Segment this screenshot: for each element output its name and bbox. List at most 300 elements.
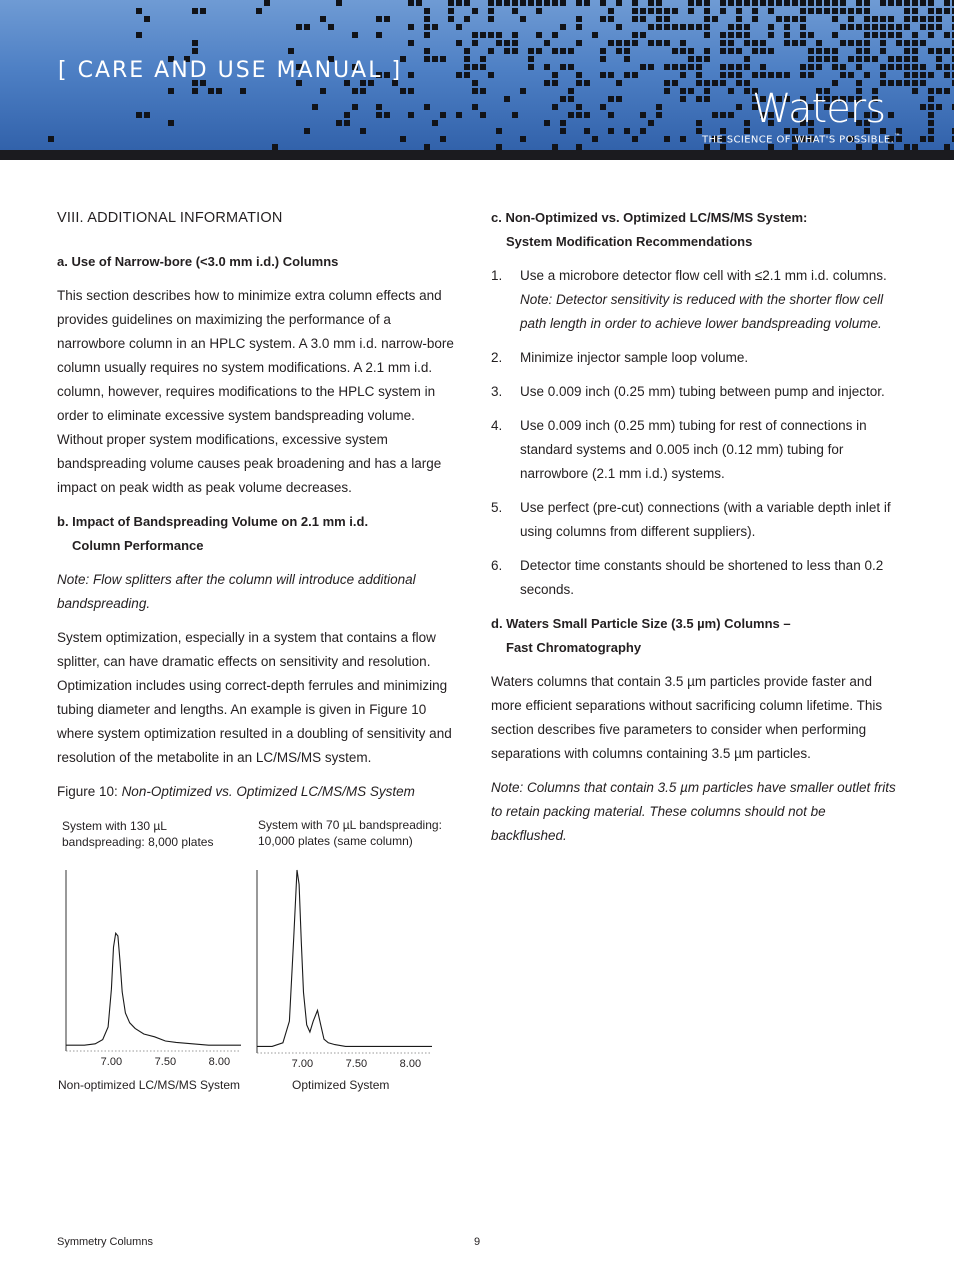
header-pixel [720,8,726,14]
header-pixel [944,72,950,78]
header-pixel [568,88,574,94]
header-pixel [568,96,574,102]
header-pixel [560,48,566,54]
header-pixel [376,112,382,118]
header-pixel [704,88,710,94]
header-pixel [720,32,726,38]
header-pixel [512,0,518,6]
header-pixel [648,0,654,6]
header-pixel [848,24,854,30]
header-pixel [728,40,734,46]
header-pixel [688,48,694,54]
header-pixel [168,120,174,126]
subsection-b-note: Note: Flow splitters after the column will introduce additional bandspreading. [57,572,416,611]
header-pixel [944,48,950,54]
header-pixel [864,8,870,14]
header-pixel [912,40,918,46]
header-pixel [832,64,838,70]
header-pixel [920,136,926,142]
header-pixel [608,8,614,14]
header-pixel [472,104,478,110]
header-pixel [872,56,878,62]
header-pixel [200,8,206,14]
header-pixel [144,16,150,22]
figure-10-chromatograms [56,812,476,1102]
header-pixel [800,0,806,6]
header-pixel [808,8,814,14]
header-pixel [520,136,526,142]
header-pixel [488,72,494,78]
header-pixel [448,0,454,6]
figure-caption: Figure 10: Non-Optimized vs. Optimized LC/MS/MS System [57,784,415,799]
header-pixel [800,72,806,78]
header-pixel [664,40,670,46]
header-pixel [560,128,566,134]
header-pixel [720,0,726,6]
header-pixel [432,56,438,62]
header-pixel [760,64,766,70]
header-pixel [944,64,950,70]
header-pixel [856,24,862,30]
header-pixel [608,112,614,118]
right-chromatogram [257,870,432,1070]
header-pixel [880,16,886,22]
header-pixel [480,56,486,62]
header-pixel [584,128,590,134]
list-item: 5. Use perfect (pre-cut) connections (with a variable depth inlet if using columns from different suppliers). [491,500,891,539]
header-pixel [840,8,846,14]
x-tick-label: 7.50 [154,1056,177,1068]
header-pixel [848,16,854,22]
header-pixel [752,40,758,46]
header-pixel [352,32,358,38]
header-pixel [936,16,942,22]
header-pixel [800,24,806,30]
header-pixel [784,72,790,78]
header-pixel [696,56,702,62]
header-pixel [424,104,430,110]
header-pixel [784,24,790,30]
header-pixel [408,40,414,46]
header-pixel [664,16,670,22]
header-pixel [536,0,542,6]
header-pixel [928,88,934,94]
header-pixel [728,88,734,94]
header-pixel [912,64,918,70]
header-pixel [704,8,710,14]
header-pixel [896,0,902,6]
header-pixel [456,40,462,46]
header-pixel [576,112,582,118]
header-pixel [736,8,742,14]
header-pixel [920,24,926,30]
header-pixel [552,104,558,110]
header-pixel [472,32,478,38]
header-pixel [888,24,894,30]
header-pixel [920,104,926,110]
header-pixel [656,8,662,14]
header-pixel [768,0,774,6]
header-pixel [896,64,902,70]
list-item: 4. Use 0.009 inch (0.25 mm) tubing for rest of connections in standard systems and 0.005 inch (0.12 mm) tubing for narrowbore (2.1 mm i.d.) systems. [491,418,867,481]
header-pixel [376,16,382,22]
footer-document-name: Symmetry Columns [57,1236,153,1248]
header-pixel [704,24,710,30]
header-pixel [344,112,350,118]
header-pixel [728,0,734,6]
header-pixel [904,64,910,70]
header-pixel [264,0,270,6]
header-pixel [376,104,382,110]
header-pixel [920,16,926,22]
header-pixel [536,8,542,14]
header-pixel [704,96,710,102]
header-banner [0,0,954,158]
header-pixel [664,8,670,14]
header-pixel [568,112,574,118]
left-chart-annotation-line2: bandspreading: 8,000 plates [62,835,214,849]
header-pixel [800,32,806,38]
header-pixel [680,48,686,54]
header-pixel [696,24,702,30]
header-pixel [600,56,606,62]
header-pixel [288,48,294,54]
header-pixel [736,64,742,70]
header-pixel [400,136,406,142]
header-pixel [600,104,606,110]
header-pixel [576,104,582,110]
header-pixel [696,80,702,86]
header-pixel [928,120,934,126]
header-pixel [944,0,950,6]
header-pixel [736,0,742,6]
header-pixel [632,0,638,6]
header-pixel [504,96,510,102]
header-pixel [912,88,918,94]
header-pixel [600,48,606,54]
header-pixel [584,0,590,6]
header-pixel [424,24,430,30]
header-pixel [752,48,758,54]
header-pixel [912,72,918,78]
header-pixel [512,112,518,118]
header-pixel [512,32,518,38]
header-pixel [528,56,534,62]
header-pixel [560,0,566,6]
header-pixel [752,72,758,78]
header-pixel [912,16,918,22]
header-pixel [728,32,734,38]
header-pixel [736,24,742,30]
header-pixel [880,40,886,46]
header-pixel [408,0,414,6]
header-pixel [408,24,414,30]
header-pixel [136,32,142,38]
header-pixel [584,112,590,118]
header-pixel [696,72,702,78]
header-pixel [872,32,878,38]
header-pixel [208,88,214,94]
header-pixel [864,56,870,62]
header-pixel [920,0,926,6]
subsection-d-note: Note: Columns that contain 3.5 µm particles have smaller outlet frits to retain packing material. These columns should not be backflushed. [491,780,896,843]
header-pixel [880,48,886,54]
header-pixel [904,0,910,6]
header-pixel [816,64,822,70]
header-pixel [880,0,886,6]
header-pixel [576,72,582,78]
header-pixel [552,80,558,86]
left-column [57,206,462,804]
header-pixel [928,96,934,102]
header-pixel [472,88,478,94]
header-pixel [664,136,670,142]
header-pixel [136,8,142,14]
header-pixel [552,48,558,54]
header-pixel [808,32,814,38]
header-pixel [680,96,686,102]
header-pixel [704,80,710,86]
right-chart-annotation-line2: 10,000 plates (same column) [258,834,413,848]
header-pixel [920,80,926,86]
header-pixel [488,48,494,54]
header-pixel [904,16,910,22]
header-pixel [672,8,678,14]
header-pixel [648,64,654,70]
header-pixel [888,80,894,86]
header-pixel [616,48,622,54]
header-pixel [640,64,646,70]
header-pixel [840,72,846,78]
header-pixel [936,8,942,14]
header-pixel [464,16,470,22]
header-pixel [704,56,710,62]
header-pixel [576,80,582,86]
header-pixel [896,80,902,86]
header-pixel [472,8,478,14]
header-pixel [744,64,750,70]
header-pixel [752,8,758,14]
header-pixel [696,0,702,6]
header-pixel [608,72,614,78]
header-pixel [656,24,662,30]
header-pixel [648,120,654,126]
header-pixel [888,0,894,6]
header-pixel [168,88,174,94]
right-chart-caption: Optimized System [292,1078,390,1092]
header-pixel [352,88,358,94]
header-pixel [528,48,534,54]
header-pixel [656,112,662,118]
header-pixel [448,16,454,22]
list-item: 2. Minimize injector sample loop volume. [491,350,749,365]
header-pixel [744,32,750,38]
header-pixel [856,0,862,6]
header-pixel [768,32,774,38]
header-pixel [432,120,438,126]
header-pixel [488,0,494,6]
header-pixel [840,64,846,70]
header-pixel [640,16,646,22]
header-pixel [192,40,198,46]
header-pixel [552,72,558,78]
header-pixel [752,16,758,22]
header-pixel [696,96,702,102]
header-pixel [488,8,494,14]
header-pixel [608,96,614,102]
x-tick-label: 7.50 [345,1058,368,1070]
header-pixel [928,32,934,38]
header-pixel [504,40,510,46]
header-pixel [592,136,598,142]
header-pixel [608,16,614,22]
header-pixel [496,40,502,46]
header-pixel [640,32,646,38]
header-pixel [616,96,622,102]
left-chart-annotation-line1: System with 130 µL [62,819,167,833]
header-pixel [936,64,942,70]
header-pixel [664,80,670,86]
header-pixel [656,40,662,46]
header-pixel [680,88,686,94]
header-pixel [216,88,222,94]
header-pixel [504,48,510,54]
subsection-b-title: b. Impact of Bandspreading Volume on 2.1 mm i.d. Column Performance [57,514,369,553]
header-pixel [888,112,894,118]
header-pixel [488,16,494,22]
section-title: VIII. ADDITIONAL INFORMATION [57,210,283,226]
header-pixel [544,120,550,126]
header-pixel [944,88,950,94]
header-pixel [736,80,742,86]
header-pixel [256,8,262,14]
header-pixel [888,16,894,22]
header-pixel [904,40,910,46]
header-pixel [776,0,782,6]
header-pixel [624,40,630,46]
header-pixel [304,24,310,30]
header-pixel [880,64,886,70]
header-pixel [800,8,806,14]
header-pixel [800,16,806,22]
header-pixel [680,40,686,46]
header-pixel [832,16,838,22]
header-pixel [800,40,806,46]
header-pixel [808,64,814,70]
header-pixel [792,40,798,46]
header-pixel [776,72,782,78]
left-chart-caption: Non-optimized LC/MS/MS System [58,1078,241,1092]
header-pixel [496,0,502,6]
header-pixel [192,48,198,54]
header-pixel [864,32,870,38]
header-pixel [688,56,694,62]
header-pixel [688,24,694,30]
header-pixel [736,72,742,78]
header-pixel [928,72,934,78]
header-pixel [560,64,566,70]
header-pixel [928,48,934,54]
header-pixel [488,32,494,38]
header-pixel [320,16,326,22]
header-pixel [576,24,582,30]
header-pixel [712,80,718,86]
header-pixel [928,24,934,30]
header-pixel [656,16,662,22]
header-pixel [936,48,942,54]
header-pixel [464,64,470,70]
header-pixel [136,112,142,118]
header-pixel [936,24,942,30]
header-pixel [632,32,638,38]
header-pixel [832,48,838,54]
header-pixel [760,0,766,6]
header-pixel [904,8,910,14]
header-pixel [560,96,566,102]
list-item: 1. Use a microbore detector flow cell with ≤2.1 mm i.d. columns. Note: Detector sensitivity is reduced with the shorter flow cell path length in order to achieve lower bandspreading volume. [491,268,887,331]
header-pixel [688,0,694,6]
header-pixel [912,32,918,38]
header-pixel [800,64,806,70]
header-pixel [768,48,774,54]
header-pixel [896,32,902,38]
header-pixel [608,40,614,46]
header-pixel [592,32,598,38]
header-pixel [744,120,750,126]
header-pixel [584,80,590,86]
header-pixel [696,64,702,70]
header-pixel [464,48,470,54]
header-pixel [640,128,646,134]
header-pixel [728,48,734,54]
header-pixel [680,136,686,142]
header-pixel [808,72,814,78]
header-pixel [512,40,518,46]
header-pixel [856,64,862,70]
header-pixel [744,24,750,30]
header-pixel [720,112,726,118]
header-pixel [144,112,150,118]
header-pixel [816,8,822,14]
header-pixel [864,72,870,78]
header-pixel [440,56,446,62]
header-pixel [320,88,326,94]
right-chart-annotation-line1: System with 70 µL bandspreading: [258,818,442,832]
header-pixel [768,24,774,30]
header-pixel [816,0,822,6]
header-pixel [624,128,630,134]
header-pixel [504,0,510,6]
header-pixel [920,40,926,46]
header-pixel [720,64,726,70]
header-pixel [648,8,654,14]
header-pixel [600,72,606,78]
header-pixel [624,72,630,78]
header-pixel [704,0,710,6]
header-bottom-bar [0,150,954,160]
header-pixel [616,40,622,46]
header-pixel [576,40,582,46]
header-pixel [704,32,710,38]
header-pixel [808,0,814,6]
header-pixel [496,32,502,38]
x-tick-label: 7.00 [100,1056,123,1068]
header-pixel [832,8,838,14]
header-pixel [536,32,542,38]
header-pixel [736,48,742,54]
header-pixel [408,112,414,118]
header-pixel [912,48,918,54]
